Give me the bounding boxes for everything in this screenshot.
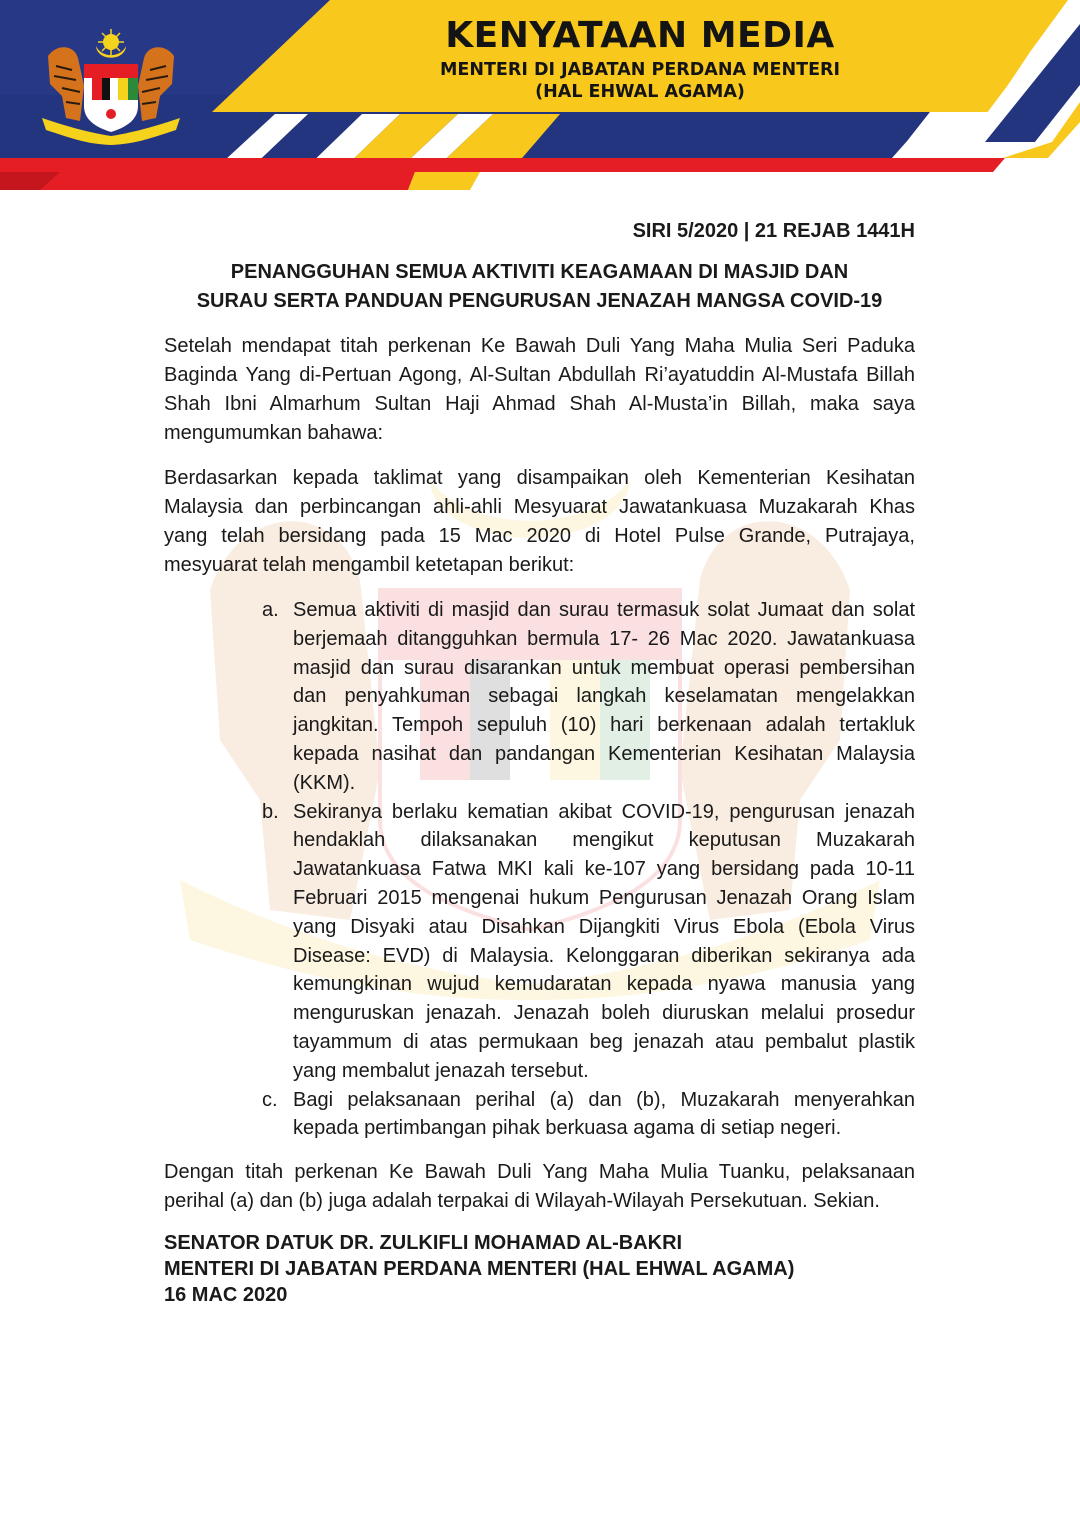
document-heading-line-1: PENANGGUHAN SEMUA AKTIVITI KEAGAMAAN DI MASJID DAN: [230, 261, 849, 283]
series-reference: SIRI 5/2020 | 21 REJAB 1441H: [632, 220, 915, 242]
decision-item-text: Sekiranya berlaku kematian akibat COVID-19, pengurusan jenazah hendaklah dilaksanakan mengikut keputusan Muzakarah Jawatankuasa Fatwa MKI kali ke-107 yang bersidang pada 10-11 Februari 2015 mengenai hukum Pengurusan Jenazah Orang Islam yang Disyaki atau Disahkan Dijangkiti Virus Ebola (Ebola Virus Disease: EVD) di Malaysia. Kelonggaran diberikan sekiranya ada kemungkinan wujud kemudaratan kepada nyawa manusia yang menguruskan jenazah. Jenazah boleh diuruskan melalui prosedur tayammum di atas permukaan beg jenazah atau pembalut plastik yang membalut jenazah tersebut.: [293, 800, 915, 1082]
list-marker: c.: [262, 1088, 278, 1111]
signature-date: 16 MAC 2020: [164, 1284, 288, 1307]
decision-item-b: [256, 798, 915, 1086]
list-marker: b.: [262, 800, 279, 823]
media-statement-banner: [0, 0, 1080, 195]
banner-subtitle-ministry: MENTERI DI JABATAN PERDANA MENTERI: [439, 60, 841, 80]
document-heading-line-2: SURAU SERTA PANDUAN PENGURUSAN JENAZAH MANGSA COVID-19: [196, 290, 883, 312]
signatory-position: MENTERI DI JABATAN PERDANA MENTERI (HAL EHWAL AGAMA): [164, 1258, 795, 1281]
document-heading: [164, 258, 915, 316]
decision-item-a: [256, 596, 915, 798]
decision-item-c: [256, 1086, 915, 1144]
list-marker: a.: [262, 599, 279, 621]
decision-item-text: Bagi pelaksanaan perihal (a) dan (b), Muzakarah menyerahkan kepada pertimbangan pihak berkuasa agama di setiap negeri.: [293, 1088, 915, 1140]
decision-item-text: Semua aktiviti di masjid dan surau termasuk solat Jumaat dan solat berjemaah ditangguhkan bermula 17- 26 Mac 2020. Jawatankuasa masjid dan surau disarankan untuk membuat operasi pembersihan dan penyahkuman sebagai langkah keselamatan mengelakkan jangkitan. Tempoh sepuluh (10) hari berkenaan adalah tertakluk kepada nasihat dan pandangan Kementerian Kesihatan Malaysia (KKM).: [293, 599, 915, 794]
media-statement-document: [164, 215, 915, 1308]
opening-paragraph: Setelah mendapat titah perkenan Ke Bawah Duli Yang Maha Mulia Seri Paduka Baginda Yang di-Pertuan Agong, Al-Sultan Abdullah Ri’ayatuddin Al-Mustafa Billah Shah Ibni Almarhum Sultan Haji Ahmad Shah Al-Musta’in Billah, maka saya mengumumkan bahawa:: [164, 335, 915, 444]
banner-subtitle-portfolio: (HAL EHWAL AGAMA): [535, 82, 745, 102]
coat-of-arms-icon: [36, 26, 186, 146]
banner-title-block: [420, 14, 860, 103]
closing-paragraph: Dengan titah perkenan Ke Bawah Duli Yang Maha Mulia Tuanku, pelaksanaan perihal (a) dan (b) juga adalah terpakai di Wilayah-Wilayah Persekutuan. Sekian.: [164, 1161, 915, 1213]
signature-block: [164, 1230, 915, 1308]
signatory-name: SENATOR DATUK DR. ZULKIFLI MOHAMAD AL-BAKRI: [164, 1232, 683, 1255]
decision-list: [164, 596, 915, 1143]
decision-intro-paragraph: Berdasarkan kepada taklimat yang disampaikan oleh Kementerian Kesihatan Malaysia dan perbincangan ahli-ahli Mesyuarat Jawatankuasa Muzakarah Khas yang telah bersidang pada 15 Mac 2020 di Hotel Pulse Grande, Putrajaya, mesyuarat telah mengambil ketetapan berikut:: [164, 467, 915, 576]
banner-title: KENYATAAN MEDIA: [445, 15, 835, 56]
